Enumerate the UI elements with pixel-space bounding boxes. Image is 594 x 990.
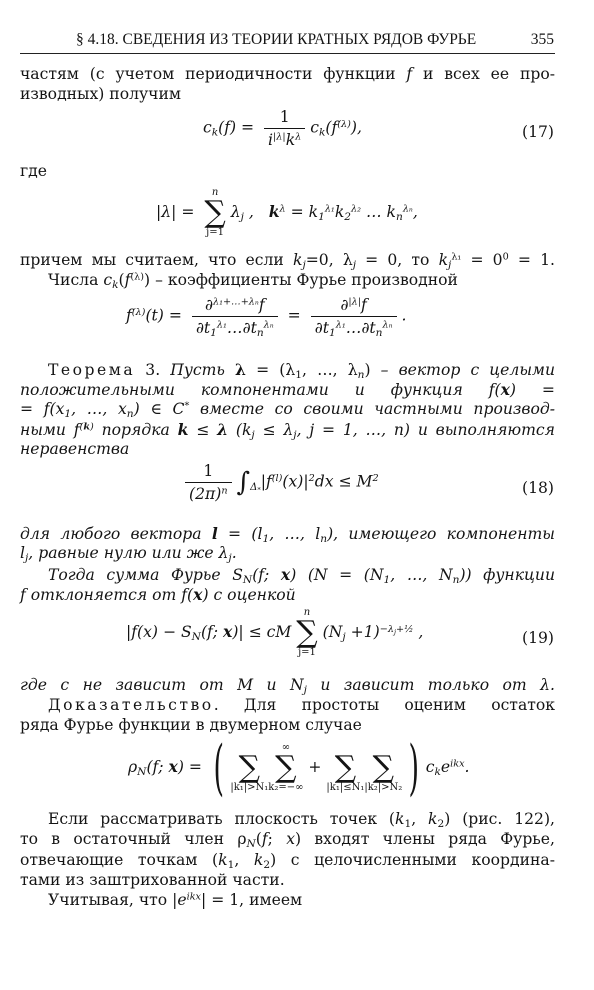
theorem-line: = $f(x_1$, …, $x_n$) ∈ C* вместе со своими частными производ-: [20, 400, 555, 421]
text-line: Числа $c_k(f^{(\lambda)})$ – коэффициенты Фурье производной: [48, 271, 458, 292]
text-line: отвечающие точкам ($k_1$, $k_2$) с целочисленными координа-: [20, 851, 555, 872]
text-line: изводных) получим: [20, 85, 182, 103]
text-line: частям (с учетом периодичности функции f и всех ее про-: [20, 65, 555, 83]
equation-18: $\frac{1}{(2\pi)^n}$ $\int_{\Delta_*}|f^{(l)}(x)|^2dx \le M^2$: [185, 462, 379, 503]
header-rule: [20, 53, 555, 54]
equation-19: $|f(x) - S_N(f$; x)| ≤ cM n ∑ j=1 $(N_j +1)^{-\lambda_j+\frac{1}{2}}$ ,: [126, 607, 424, 658]
lambda-norm-formula: |λ| = n ∑ j=1 $\lambda_j$ , $k^\lambda = k_1^{\lambda_1}k_2^{\lambda_2}$ … $k_n^{\lambda_n}$,: [156, 187, 418, 238]
proof-line: ряда Фурье функции в двумерном случае: [20, 716, 362, 734]
text-line: причем мы считаем, что если $k_j=0$, $\lambda_j = 0$, то $k_j^{\lambda_1} = 0^0 = 1$.: [20, 251, 555, 272]
theorem-line: где c не зависит от M и $N_j$ и зависит только от λ.: [20, 676, 555, 697]
equation-label: (17): [521, 123, 554, 141]
page-number: 355: [530, 31, 554, 48]
text-line: тами из заштрихованной части.: [20, 871, 285, 889]
proof-line: Доказательство. Для простоты оценим остаток: [48, 696, 555, 714]
theorem-line: неравенства: [20, 440, 130, 458]
text-line: где: [20, 162, 47, 180]
running-header: [76, 31, 554, 49]
equation-label: (18): [521, 479, 554, 497]
theorem-line: Тогда сумма Фурье $S_N(f$; x) ($N = (N_1$, …, $N_n$)) функции: [48, 565, 555, 587]
theorem-line: f отклоняется от f(x) с оценкой: [20, 585, 296, 604]
theorem-line: $l_j$, равные нулю или же $\lambda_j$.: [20, 544, 237, 565]
text-line: Учитывая, что $|e^{ikx}| = 1$, имеем: [48, 891, 303, 909]
theorem-line: Теорема 3. Пусть $\lambda = (\lambda_1$, …, $\lambda_n$) – вектор с целыми: [48, 360, 556, 382]
theorem-line: для любого вектора $l = (l_1$, …, $l_n$), имеющего компоненты: [20, 524, 555, 546]
text-line: то в остаточный член $\rho_N(f$; x) входят члены ряда Фурье,: [20, 830, 555, 851]
section-title: § 4.18. СВЕДЕНИЯ ИЗ ТЕОРИИ КРАТНЫХ РЯДОВ ФУРЬЕ: [76, 31, 477, 48]
equation-label: (19): [521, 629, 554, 647]
derivative-formula: $f^{(\lambda)}(t)$ = $\frac{\partial^{\lambda_1+\dots+\lambda_n}f}{\partial t_1^{\lambda_1}\dots\partial t_n^{\lambda_n}}$ = $\frac{\partial^{|\lambda|}f}{\partial t_1^{\lambda_1}\dots\partial t_n^{\lambda_n}}$ .: [126, 296, 407, 340]
theorem-line: ными $f^{(k)}$ порядка k ≤ λ ($k_j \le \lambda_j$, j = 1, …, n) и выполняются: [20, 420, 555, 442]
text-line: Если рассматривать плоскость точек ($k_1$, $k_2$) (рис. 122),: [48, 810, 556, 831]
equation-17: $c_k(f)$ = $\frac{1}{i^{|\lambda|}k^\lambda}$ $c_k(f^{(\lambda)})$,: [203, 108, 362, 149]
remainder-formula: $\rho_N(f$; x) = ( ∑ |k₁|>N₁ ∞ ∑ k₂=−∞ + ∑ |k₁|≤N₁ ∑ |k₂|>N₂ ) $c_ke^{ikx}$.: [128, 733, 470, 803]
theorem-line: положительными компонентами и функция f(x) =: [20, 380, 555, 399]
